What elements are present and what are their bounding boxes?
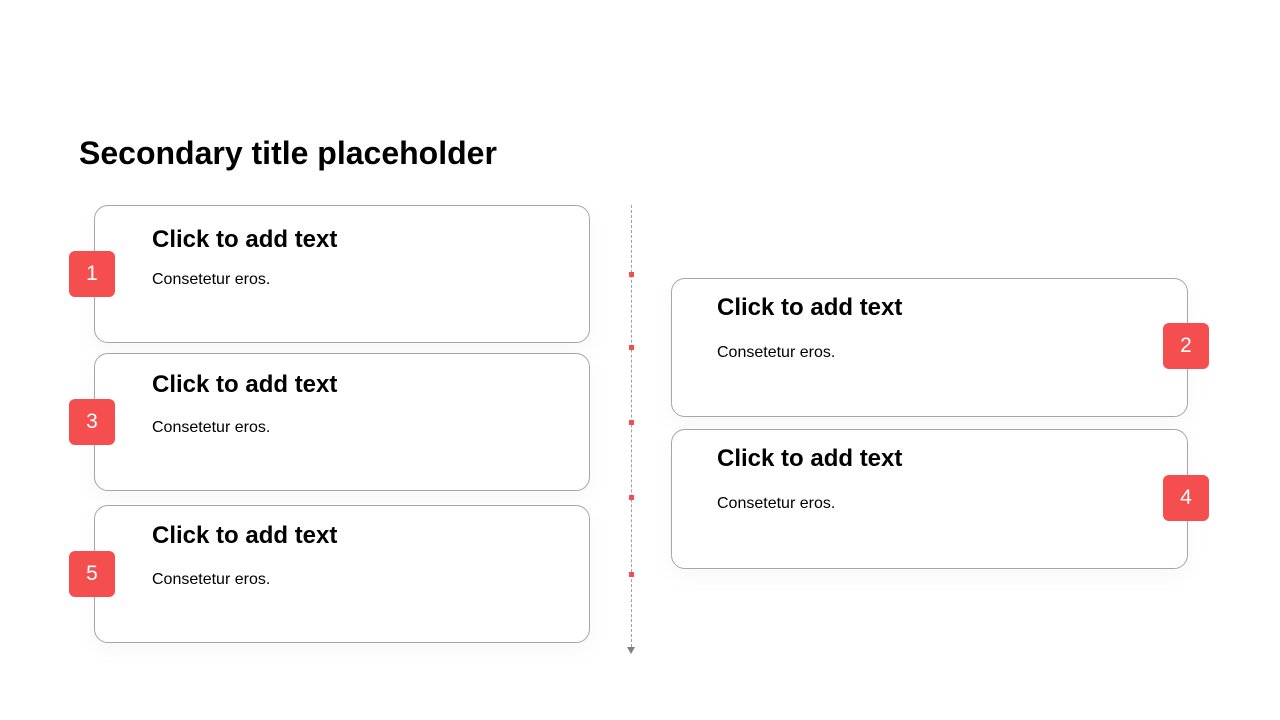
timeline-marker [629, 345, 634, 350]
item-title[interactable]: Click to add text [717, 445, 903, 472]
number-badge-2: 2 [1163, 323, 1209, 369]
timeline-marker [629, 272, 634, 277]
item-card-4[interactable] [671, 429, 1188, 569]
timeline-marker [629, 420, 634, 425]
item-body[interactable]: Consetetur eros. [152, 571, 271, 588]
item-title[interactable]: Click to add text [717, 294, 903, 321]
number-badge-1: 1 [69, 251, 115, 297]
item-card-3[interactable] [94, 353, 590, 491]
timeline-marker [629, 572, 634, 577]
item-body[interactable]: Consetetur eros. [717, 495, 836, 512]
number-badge-3: 3 [69, 399, 115, 445]
item-body[interactable]: Consetetur eros. [717, 344, 836, 361]
item-card-1[interactable] [94, 205, 590, 343]
item-card-2[interactable] [671, 278, 1188, 417]
number-badge-5: 5 [69, 551, 115, 597]
timeline-marker [629, 495, 634, 500]
item-body[interactable]: Consetetur eros. [152, 271, 271, 288]
item-body[interactable]: Consetetur eros. [152, 419, 271, 436]
item-title[interactable]: Click to add text [152, 226, 338, 253]
timeline-arrow-icon [627, 647, 635, 654]
slide-title[interactable]: Secondary title placeholder [79, 135, 497, 171]
item-title[interactable]: Click to add text [152, 522, 338, 549]
item-card-5[interactable] [94, 505, 590, 643]
number-badge-4: 4 [1163, 475, 1209, 521]
item-title[interactable]: Click to add text [152, 371, 338, 398]
